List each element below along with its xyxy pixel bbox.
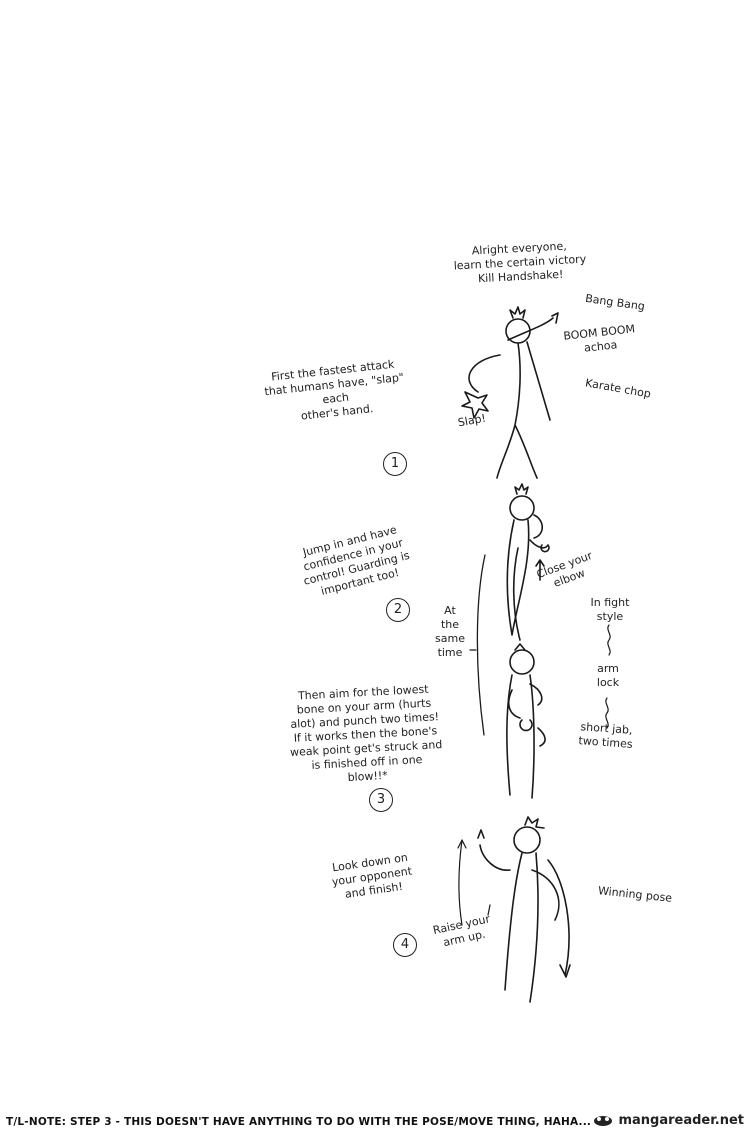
note-fight-style: In fight style xyxy=(590,596,630,623)
step2-caption: Jump in and have confidence in your control! Guarding is important too! xyxy=(301,523,411,598)
step4-number: 4 xyxy=(393,933,417,957)
figure-step-3 xyxy=(507,644,545,798)
note-raise-arm: Raise your arm up. xyxy=(431,912,492,950)
sfx-slap: Slap! xyxy=(456,411,487,430)
watermark-text: mangareader.net xyxy=(618,1112,744,1128)
step2-number: 2 xyxy=(386,598,410,622)
step4-caption: Look down on your opponent and finish! xyxy=(331,850,413,901)
step3-number: 3 xyxy=(369,788,393,812)
figure-step-1 xyxy=(462,307,558,478)
watermark-logo-icon xyxy=(592,1112,614,1128)
translator-note: T/L-NOTE: STEP 3 - THIS DOESN'T HAVE ANYTHING TO DO WITH THE POSE/MOVE THING, HAHA... xyxy=(6,1116,592,1128)
watermark xyxy=(592,1112,744,1128)
note-winning-pose: Winning pose xyxy=(597,884,673,905)
figure-step-4 xyxy=(458,817,570,1002)
intro-speech: Alright everyone, learn the certain victory Kill Handshake! xyxy=(453,239,587,286)
note-short-jab: short jab, two times xyxy=(578,720,633,751)
step1-caption: First the fastest attack that humans have, "slap" each other's hand. xyxy=(263,357,405,423)
sfx-karate: Karate chop xyxy=(584,376,652,401)
figure-step-2 xyxy=(477,484,549,735)
step3-caption: Then aim for the lowest bone on your arm (hurts alot) and punch two times! If it works then the bone's weak point get's struck and is finished off in one blow!!* xyxy=(289,682,443,784)
note-same-time: At the same time xyxy=(435,604,465,659)
note-arm-lock: arm lock xyxy=(596,662,620,689)
sfx-boom: BOOM BOOM achoa xyxy=(562,322,636,355)
note-close-elbow: Close your elbow xyxy=(534,548,594,590)
step1-number: 1 xyxy=(383,452,407,476)
sfx-bang: Bang Bang xyxy=(584,291,646,314)
